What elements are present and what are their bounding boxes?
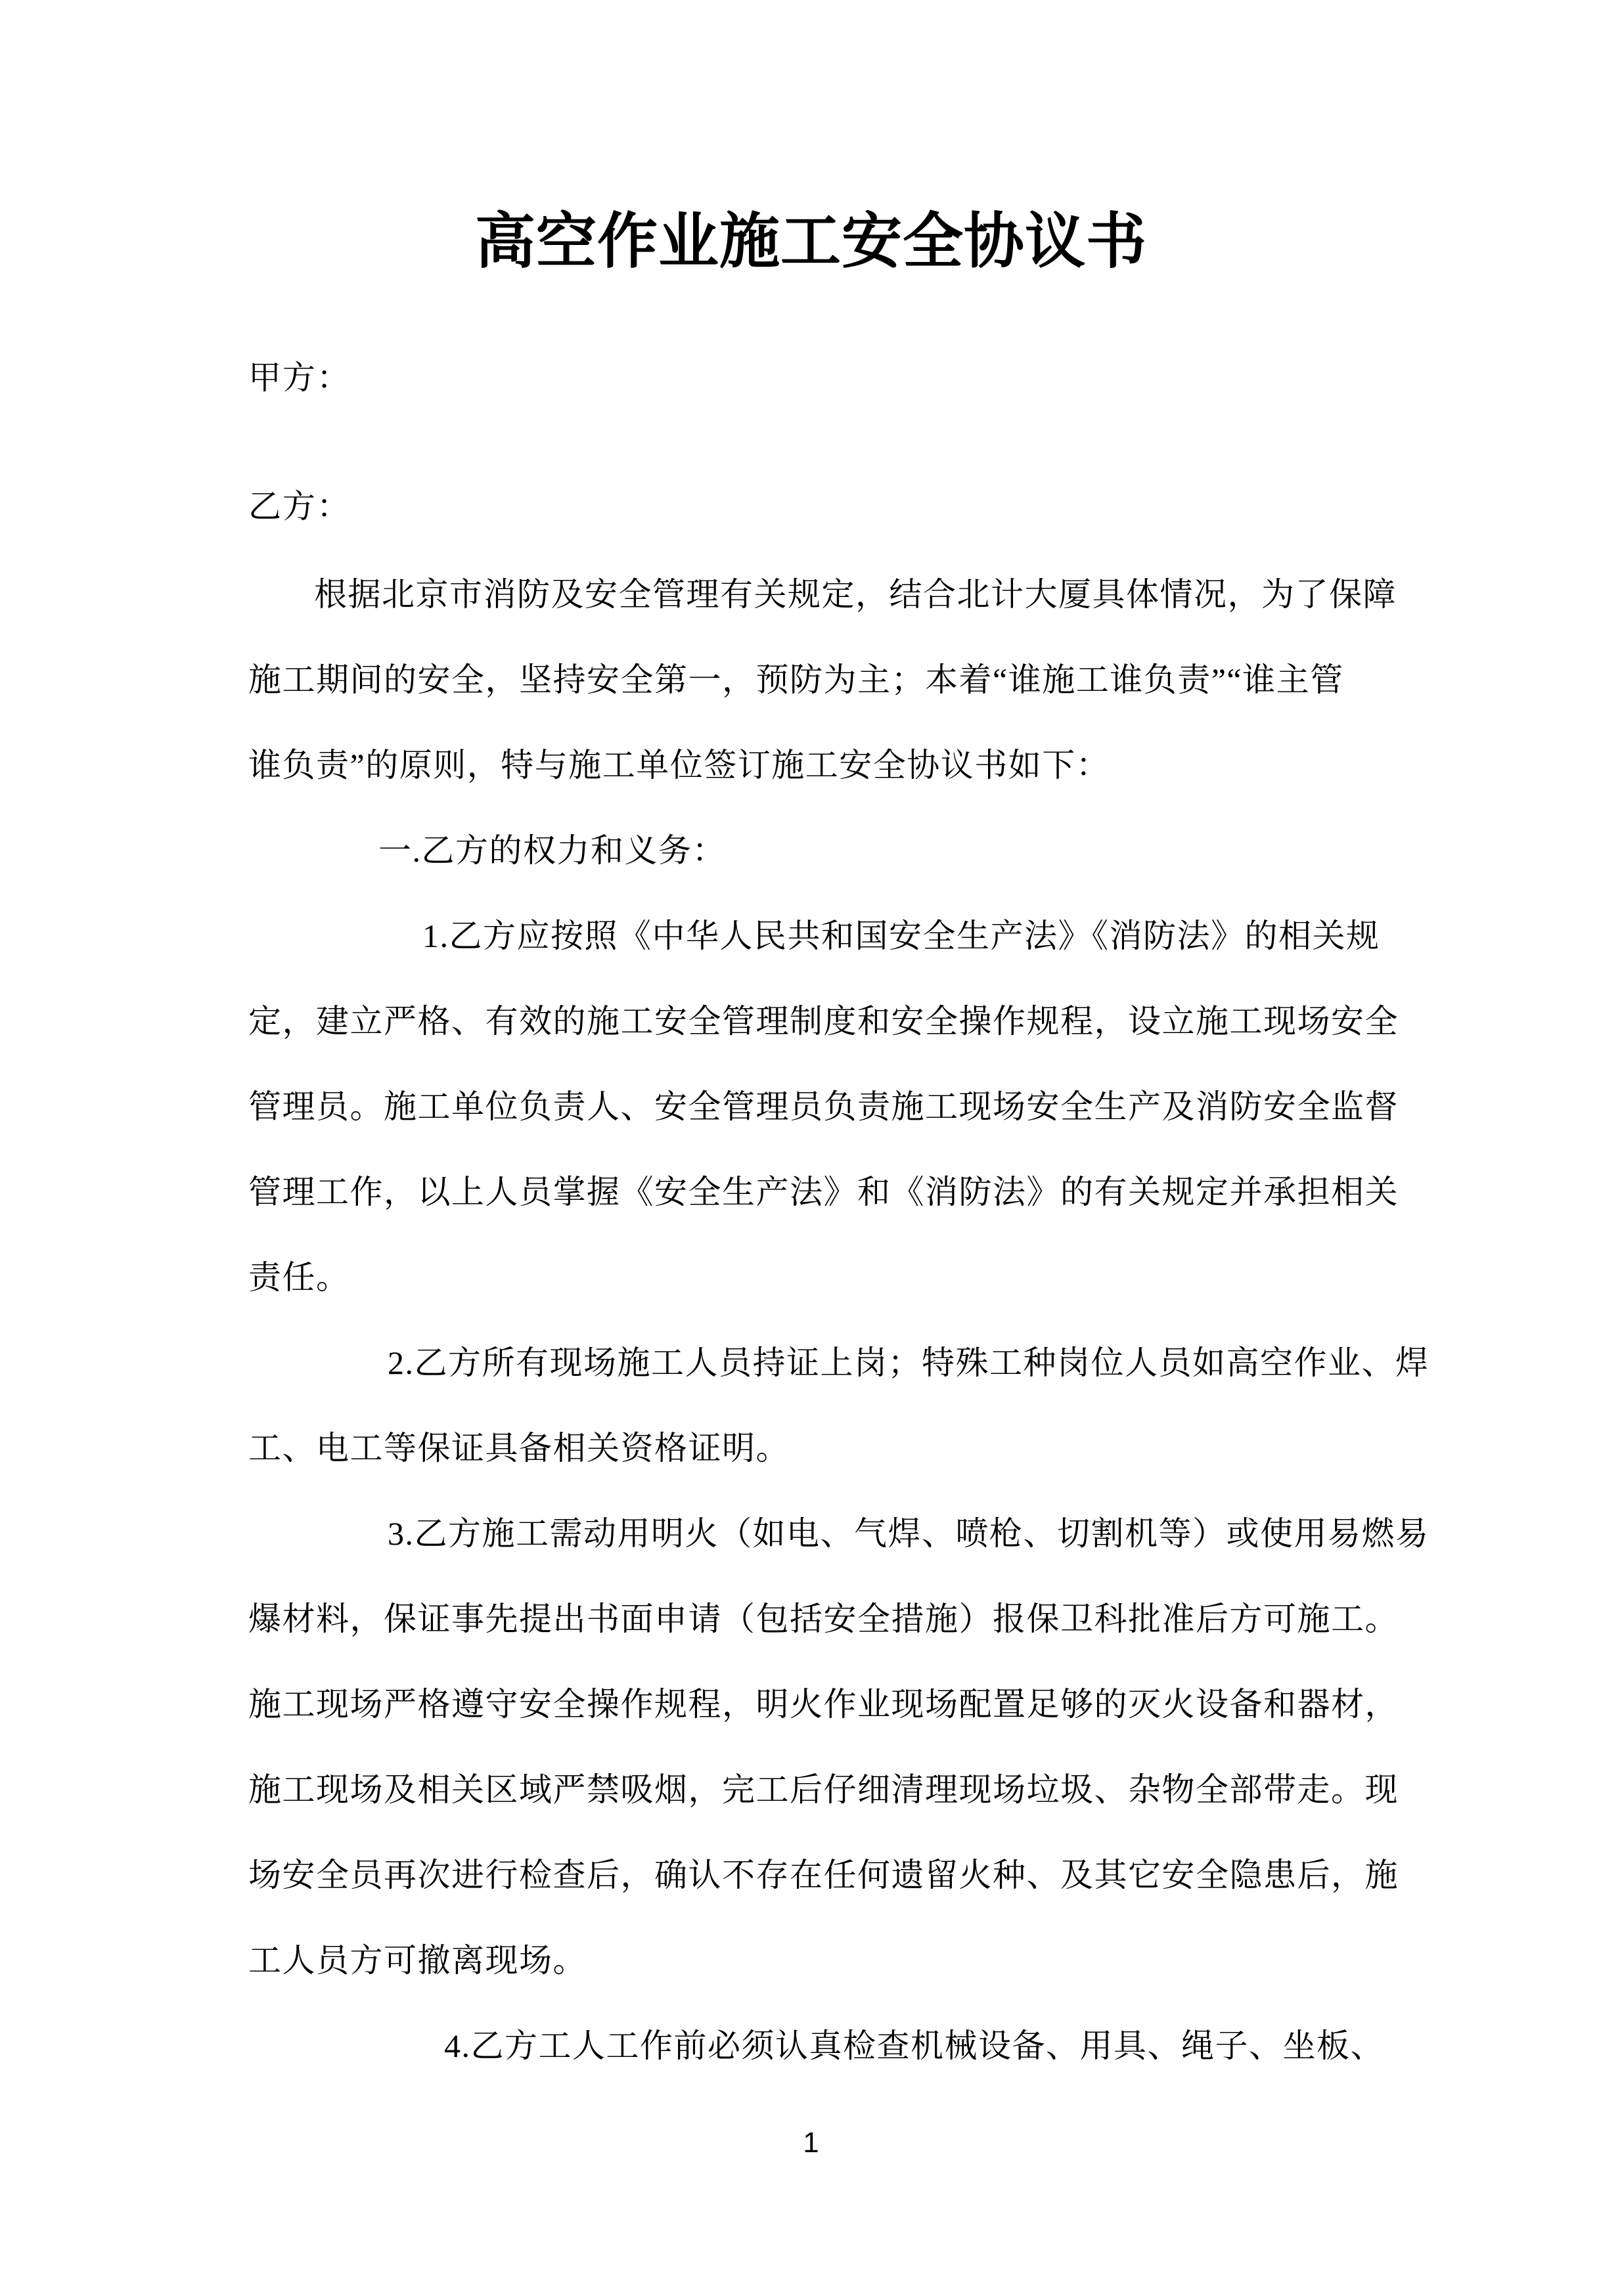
- document-line: 谁负责”的原则，特与施工单位签订施工安全协议书如下：: [248, 747, 1110, 784]
- document-line: 工人员方可撤离现场。: [248, 1942, 587, 1979]
- document-line: 爆材料，保证事先提出书面申请（包括安全措施）报保卫科批准后方可施工。: [248, 1601, 1399, 1637]
- document-line: 施工期间的安全，坚持安全第一，预防为主；本着“谁施工谁负责”“谁主管: [248, 661, 1344, 698]
- page-number: 1: [803, 2127, 819, 2159]
- party-b-label: 乙方：: [248, 488, 351, 525]
- document-line: 责任。: [248, 1259, 350, 1296]
- document-line: 1.乙方应按照《中华人民共和国安全生产法》《消防法》的相关规: [422, 917, 1380, 954]
- document-line: 施工现场严格遵守安全操作规程，明火作业现场配置足够的灭火设备和器材，: [248, 1686, 1399, 1723]
- document-title: 高空作业施工安全协议书: [474, 208, 1147, 275]
- document-line: 场安全员再次进行检查后，确认不存在任何遗留火种、及其它安全隐患后，施: [248, 1857, 1399, 1893]
- document-section-heading: 一.乙方的权力和义务：: [378, 832, 726, 869]
- document-body: [248, 552, 1430, 2088]
- document-line: 3.乙方施工需动用明火（如电、气焊、喷枪、切割机等）或使用易燃易: [388, 1515, 1430, 1552]
- document-line: 根据北京市消防及安全管理有关规定，结合北计大厦具体情况，为了保障: [314, 576, 1397, 613]
- document-line: 定，建立严格、有效的施工安全管理制度和安全操作规程，设立施工现场安全: [248, 1003, 1399, 1040]
- document-line: 管理员。施工单位负责人、安全管理员负责施工现场安全生产及消防安全监督: [248, 1088, 1399, 1125]
- document-line: 工、电工等保证具备相关资格证明。: [248, 1430, 790, 1467]
- document-line: 施工现场及相关区域严禁吸烟，完工后仔细清理现场垃圾、杂物全部带走。现: [248, 1771, 1399, 1808]
- document-line: 管理工作，以上人员掌握《安全生产法》和《消防法》的有关规定并承担相关: [248, 1174, 1399, 1210]
- party-a-label: 甲方：: [248, 359, 351, 396]
- document-line: 2.乙方所有现场施工人员持证上岗；特殊工种岗位人员如高空作业、焊: [388, 1344, 1430, 1381]
- document-line: 4.乙方工人工作前必须认真检查机械设备、用具、绳子、坐板、: [444, 2027, 1384, 2064]
